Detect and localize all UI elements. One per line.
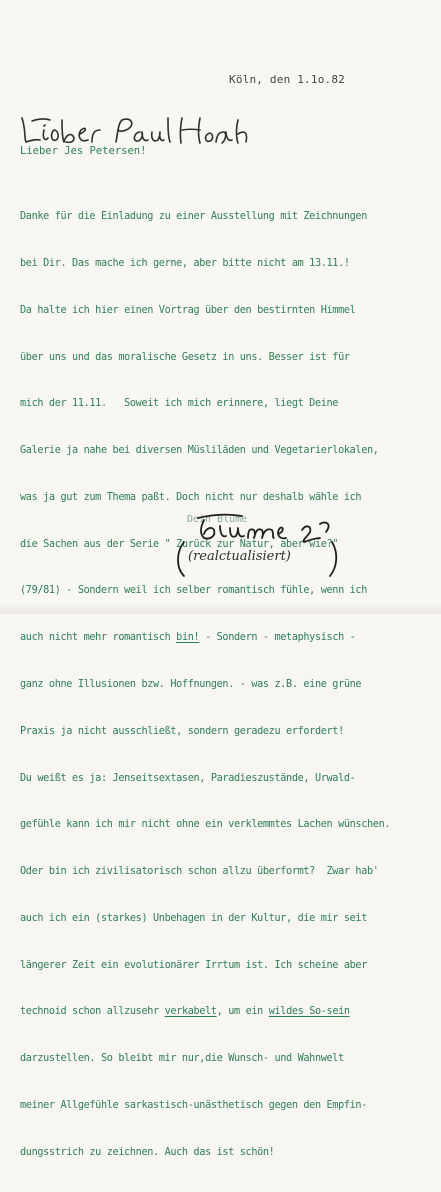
handwritten-signature <box>170 512 352 582</box>
body-text: auch nicht mehr romantisch <box>20 632 177 644</box>
signature-note: (realctualisiert) <box>188 549 291 564</box>
body-line <box>20 1004 432 1020</box>
body-line: Galerie ja nahe bei diversen Müsliläden und Vegetarierlokalen, <box>20 445 379 457</box>
body-line: Praxis ja nicht ausschließt, sondern geradezu erfordert! <box>20 725 344 737</box>
body-line: Du weißt es ja: Jenseitsextasen, Paradieszustände, Urwald- <box>20 772 356 784</box>
body-line: meiner Allgefühle sarkastisch-unästhetisch gegen den Empfin- <box>20 1100 368 1112</box>
letter-body <box>20 178 432 1192</box>
body-line: (79/81) - Sondern weil ich selber romantisch fühle, wenn ich <box>20 585 368 597</box>
body-line: über uns und das moralische Gesetz in uns. Besser ist für <box>20 351 350 363</box>
body-text: technoid schon allzusehr <box>20 1006 165 1018</box>
body-line: Da halte ich hier einen Vortrag über den bestirnten Himmel <box>20 304 356 316</box>
body-line: längerer Zeit ein evolutionärer Irrtum ist. Ich scheine aber <box>20 959 368 971</box>
body-line: ganz ohne Illusionen bzw. Hoffnungen. - was z.B. eine grüne <box>20 679 362 690</box>
underlined-word: bin! <box>176 632 200 644</box>
body-line <box>20 630 432 646</box>
body-line: Oder bin ich zivilisatorisch schon allzu überformt? Zwar hab' <box>20 866 379 878</box>
body-line: mich der 11.11. Soweit ich mich erinnere, liegt Deine <box>20 398 339 410</box>
page-edge <box>0 602 441 614</box>
salutation: Lieber Jes Petersen! <box>20 145 147 157</box>
underlined-word: verkabelt <box>164 1006 217 1018</box>
body-line: Danke für die Einladung zu einer Ausstellung mit Zeichnungen <box>20 211 368 223</box>
body-text: , um ein <box>216 1006 269 1018</box>
underlined-phrase: wildes So-sein <box>268 1006 350 1018</box>
body-text: - Sondern - metaphysisch - <box>199 632 356 644</box>
body-line: gefühle kann ich mir nicht ohne ein verklemmtes Lachen wünschen. <box>20 819 391 831</box>
body-line: darzustellen. So bleibt mir nur,die Wunsch- und Wahnwelt <box>20 1053 344 1065</box>
body-line: die Sachen aus der Serie " Zurück zur Natur, aber wie?" <box>20 538 339 550</box>
body-line: bei Dir. Das mache ich gerne, aber bitte nicht am 13.11.! <box>20 257 350 269</box>
letter-date: Köln, den 1.1o.82 <box>229 73 345 86</box>
body-line: auch ich ein (starkes) Unbehagen in der Kultur, die mir seit <box>20 912 368 924</box>
body-line: was ja gut zum Thema paßt. Doch nicht nur deshalb wähle ich <box>20 491 362 503</box>
typed-closing: Dein Blume <box>187 514 248 525</box>
body-line: dungsstrich zu zeichnen. Auch das ist schön! <box>20 1146 275 1158</box>
